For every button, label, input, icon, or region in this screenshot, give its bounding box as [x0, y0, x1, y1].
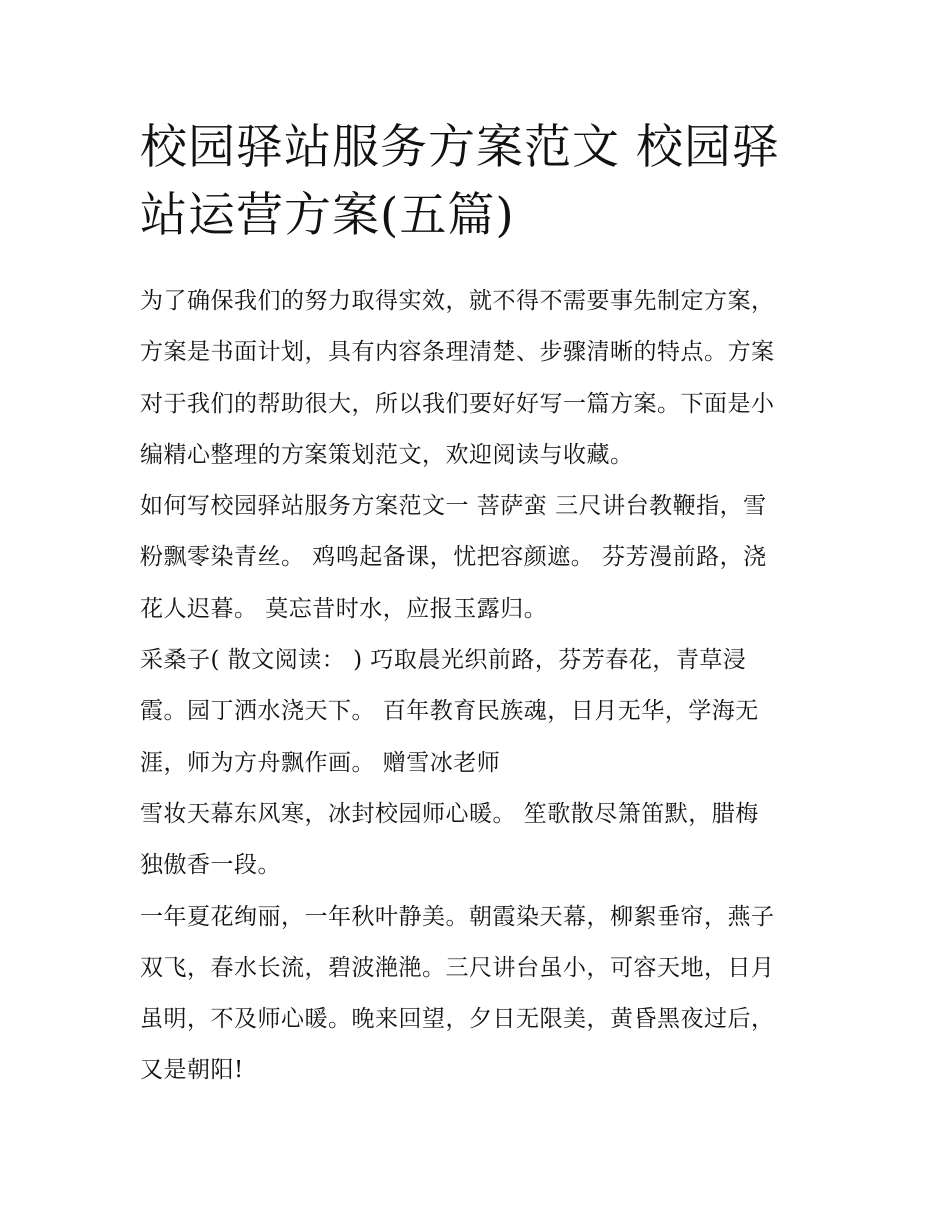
text-line: 如何写校园驿站服务方案范文一 菩萨蛮 三尺讲台教鞭指，雪 — [140, 493, 767, 520]
title-line: 校园驿站服务方案范文 校园驿 — [140, 120, 780, 175]
text-line: 雪妆天幕东风寒，冰封校园师心暖。 笙歌散尽箫笛默，腊梅 — [140, 800, 759, 827]
paragraph-poem-caisangzi — [140, 635, 830, 789]
text-line: 独傲香一段。 — [140, 852, 281, 879]
text-line: 双飞，春水长流，碧波滟滟。三尺讲台虽小，可容天地，日月 — [140, 954, 775, 981]
text-line: 对于我们的帮助很大，所以我们要好好写一篇方案。下面是小 — [140, 390, 775, 417]
paragraph-intro — [140, 276, 830, 481]
text-line: 霞。园丁洒水浇天下。 百年教育民族魂，日月无华，学海无 — [140, 698, 759, 725]
paragraph-poem-pusaman — [140, 481, 830, 635]
text-line: 又是朝阳! — [140, 1057, 244, 1084]
document-body — [140, 276, 830, 1097]
paragraph-poem-xuebing — [140, 789, 830, 892]
text-line: 花人迟暮。 莫忘昔时水，应报玉露归。 — [140, 595, 548, 622]
text-line: 一年夏花绚丽，一年秋叶静美。朝霞染天幕，柳絮垂帘，燕子 — [140, 903, 775, 930]
text-line: 采桑子( 散文阅读： ) 巧取晨光织前路，芬芳春花，青草浸 — [140, 647, 747, 674]
text-line: 虽明，不及师心暖。晚来回望，夕日无限美，黄昏黑夜过后， — [140, 1006, 775, 1033]
text-line: 编精心整理的方案策划范文，欢迎阅读与收藏。 — [140, 441, 634, 468]
text-line: 粉飘零染青丝。 鸡鸣起备课，忧把容颜遮。 芬芳漫前路，浇 — [140, 544, 767, 571]
text-line: 涯，师为方舟飘作画。 赠雪冰老师 — [140, 749, 501, 776]
text-line: 为了确保我们的努力取得实效，就不得不需要事先制定方案， — [140, 288, 775, 314]
title-line: 站运营方案(五篇) — [140, 188, 515, 243]
page-title — [140, 114, 820, 250]
text-line: 方案是书面计划，具有内容条理清楚、步骤清晰的特点。方案 — [140, 339, 775, 366]
paragraph-prose-seasons — [140, 892, 830, 1097]
